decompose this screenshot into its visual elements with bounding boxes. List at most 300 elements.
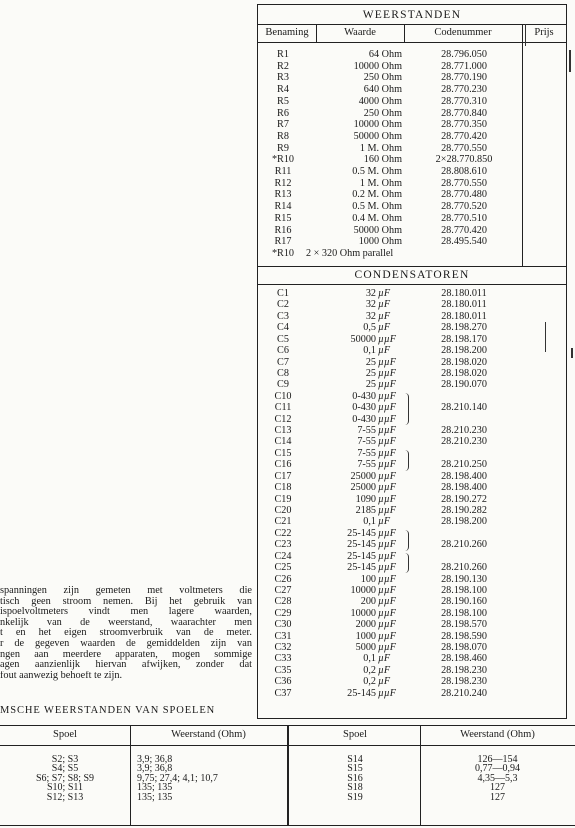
coil-header-weerstand-left: Weerstand (Ohm) xyxy=(171,729,246,740)
resistor-name: R9 xyxy=(277,142,289,154)
capacitor-name: C20 xyxy=(274,504,292,516)
capacitor-name: C6 xyxy=(277,345,289,357)
capacitor-unit: µF xyxy=(378,664,391,676)
resistor-row xyxy=(258,49,566,60)
coil-spoel: S4; S5 xyxy=(51,763,79,775)
component-table xyxy=(257,4,567,719)
capacitor-code: 28.198.570 xyxy=(441,619,487,631)
capacitor-unit: µµF xyxy=(378,687,396,699)
capacitor-unit: µµF xyxy=(378,367,396,379)
capacitor-code: 28.190.130 xyxy=(441,573,487,585)
capacitor-unit: µµF xyxy=(378,333,396,345)
capacitor-unit: µµF xyxy=(378,562,396,574)
capacitor-unit: µµF xyxy=(378,425,396,437)
capacitor-code: 28.198.020 xyxy=(441,367,487,379)
resistor-footnote-row xyxy=(258,248,566,259)
resistor-value: 1 M. Ohm xyxy=(359,142,402,154)
capacitor-code: 28.198.400 xyxy=(441,470,487,482)
capacitor-name: C32 xyxy=(274,642,292,654)
capacitor-name: C10 xyxy=(274,390,292,402)
resistor-code: 28.770.310 xyxy=(441,95,487,107)
coil-spoel: S16 xyxy=(347,772,363,784)
capacitor-unit: µF xyxy=(378,345,391,357)
resistor-value: 1 M. Ohm xyxy=(359,177,402,189)
group-brace xyxy=(405,450,409,471)
resistor-value: 50000 Ohm xyxy=(353,224,402,236)
weerstanden-title: WEERSTANDEN xyxy=(362,9,462,21)
capacitor-value: 200 xyxy=(360,596,376,608)
capacitor-code: 28.198.230 xyxy=(441,664,487,676)
coil-spoel: S12; S13 xyxy=(46,791,84,803)
capacitor-code: 28.198.100 xyxy=(441,584,487,596)
capacitor-row xyxy=(258,689,566,700)
capacitor-code: 28.198.020 xyxy=(441,356,487,368)
capacitor-unit: µF xyxy=(378,516,391,528)
capacitor-row xyxy=(258,540,566,551)
group-brace xyxy=(405,393,409,425)
scan-mark xyxy=(569,50,571,72)
coil-weerstand: 127 xyxy=(490,791,505,803)
capacitor-row xyxy=(258,300,566,311)
capacitor-value: 0,1 xyxy=(363,345,376,357)
capacitor-row xyxy=(258,358,566,369)
paragraph-line: tisch geen stroom nemen. Bij het gebruik van xyxy=(0,596,252,607)
capacitor-value: 7-55 xyxy=(357,447,376,459)
capacitor-code: 28.190.070 xyxy=(441,379,487,391)
capacitor-name: C13 xyxy=(274,425,292,437)
resistor-name: R15 xyxy=(274,212,292,224)
resistor-code: 28.770.420 xyxy=(441,130,487,142)
resistor-code: 2×28.770.850 xyxy=(435,154,493,166)
capacitor-value: 25-145 xyxy=(347,527,376,539)
scan-mark xyxy=(545,322,546,352)
capacitor-code: 28.210.260 xyxy=(441,539,487,551)
resistor-name: R13 xyxy=(274,189,292,201)
resistor-name: R11 xyxy=(274,166,292,177)
capacitor-row xyxy=(258,517,566,528)
resistor-value: 50000 Ohm xyxy=(353,130,402,142)
resistor-row xyxy=(258,225,566,236)
resistor-code: 28.770.840 xyxy=(441,107,487,119)
capacitor-value: 25-145 xyxy=(347,687,376,699)
resistor-code: 28.770.520 xyxy=(441,201,487,213)
capacitor-name: C30 xyxy=(274,619,292,631)
capacitor-value: 10000 xyxy=(350,607,376,619)
capacitor-name: C3 xyxy=(277,310,289,322)
capacitor-code: 28.190.272 xyxy=(441,493,487,505)
resistor-name: R2 xyxy=(277,60,289,72)
capacitor-name: C1 xyxy=(277,288,289,299)
resistor-code: 28.770.350 xyxy=(441,119,487,131)
resistor-value: 10000 Ohm xyxy=(353,119,402,131)
capacitor-code: 28.190.160 xyxy=(441,596,487,608)
capacitor-row xyxy=(258,620,566,631)
resistor-value: 0.5 M. Ohm xyxy=(352,201,402,213)
capacitor-code: 28.210.230 xyxy=(441,436,487,448)
resistor-row xyxy=(258,131,566,142)
capacitor-code: 28.198.200 xyxy=(441,516,487,528)
capacitor-name: C24 xyxy=(274,550,292,562)
capacitor-value: 25 xyxy=(365,356,376,368)
capacitor-name: C31 xyxy=(274,630,292,642)
capacitor-name: C35 xyxy=(274,664,292,676)
resistor-value: 0.5 M. Ohm xyxy=(352,166,402,177)
capacitor-value: 0-430 xyxy=(352,390,376,402)
capacitor-row xyxy=(258,563,566,574)
capacitor-value: 0,1 xyxy=(363,653,376,665)
resistor-name: R5 xyxy=(277,95,289,107)
resistor-value: 250 Ohm xyxy=(363,107,402,119)
capacitor-row xyxy=(258,643,566,654)
coil-weerstand: 127 xyxy=(490,782,505,794)
coil-weerstand: 3,9; 36,8 xyxy=(137,763,173,775)
capacitor-value: 32 xyxy=(365,288,376,299)
capacitor-code: 28.198.170 xyxy=(441,333,487,345)
header-prijs: Prijs xyxy=(534,27,554,38)
resistor-value: 160 Ohm xyxy=(363,154,402,166)
resistor-value: 0.4 M. Ohm xyxy=(352,212,402,224)
paragraph-line: nkelijk van de weerstand, waarachter men xyxy=(0,617,252,628)
capacitor-value: 25-145 xyxy=(347,562,376,574)
capacitor-row xyxy=(258,586,566,597)
capacitor-name: C21 xyxy=(274,516,292,528)
resistor-row xyxy=(258,201,566,212)
capacitor-row xyxy=(258,312,566,323)
paragraph-line: fout aanwezig behoeft te zijn. xyxy=(0,670,123,681)
capacitor-unit: µµF xyxy=(378,493,396,505)
resistor-code: 28.808.610 xyxy=(441,166,487,177)
capacitor-code: 28.210.250 xyxy=(441,459,487,471)
capacitor-value: 5000 xyxy=(355,642,376,654)
resistor-code: 28.770.420 xyxy=(441,224,487,236)
capacitor-name: C4 xyxy=(277,322,289,334)
capacitor-unit: µµF xyxy=(378,550,396,562)
coil-header-spoel-left: Spoel xyxy=(53,729,77,740)
header-benaming: Benaming xyxy=(265,27,309,38)
paragraph-line: agen aanzienlijk hiervan afwijken, zonder dat xyxy=(0,660,252,671)
capacitor-value: 25 xyxy=(365,367,376,379)
capacitor-unit: µµF xyxy=(378,630,396,642)
capacitor-unit: µµF xyxy=(378,527,396,539)
capacitor-code: 28.210.260 xyxy=(441,562,487,574)
scan-mark xyxy=(525,24,526,46)
capacitor-row xyxy=(258,597,566,608)
capacitor-unit: µµF xyxy=(378,402,396,414)
resistor-name: R12 xyxy=(274,177,292,189)
resistor-name: R8 xyxy=(277,130,289,142)
capacitor-row xyxy=(258,609,566,620)
capacitor-value: 50000 xyxy=(350,333,376,345)
capacitor-value: 0,1 xyxy=(363,516,376,528)
resistor-value: 1000 Ohm xyxy=(358,236,402,248)
capacitor-name: C11 xyxy=(274,402,292,414)
capacitor-row xyxy=(258,632,566,643)
coil-header-spoel-right: Spoel xyxy=(343,729,367,740)
resistor-code: 28.770.550 xyxy=(441,142,487,154)
coil-weerstand: 9,75; 27,4; 4,1; 10,7 xyxy=(137,772,218,784)
resistor-name: R17 xyxy=(274,236,292,248)
capacitor-code: 28.198.070 xyxy=(441,642,487,654)
scan-mark xyxy=(571,348,573,358)
capacitor-code: 28.210.240 xyxy=(441,687,487,699)
capacitor-name: C14 xyxy=(274,436,292,448)
capacitor-unit: µF xyxy=(378,299,391,311)
capacitor-value: 7-55 xyxy=(357,436,376,448)
capacitor-value: 7-55 xyxy=(357,425,376,437)
capacitor-row xyxy=(258,529,566,540)
resistor-name: *R10 xyxy=(271,154,295,166)
resistor-name: R4 xyxy=(277,84,289,96)
condensatoren-title: CONDENSATOREN xyxy=(354,269,470,281)
resistor-value: 640 Ohm xyxy=(363,84,402,96)
resistor-code: 28.770.190 xyxy=(441,72,487,84)
capacitor-unit: µF xyxy=(378,653,391,665)
resistor-name: *R10 xyxy=(271,247,295,259)
capacitor-name: C22 xyxy=(274,527,292,539)
capacitor-value: 2000 xyxy=(355,619,376,631)
capacitor-value: 100 xyxy=(360,573,376,585)
capacitor-value: 0,2 xyxy=(363,676,376,688)
capacitor-row xyxy=(258,460,566,471)
capacitor-unit: µµF xyxy=(378,642,396,654)
resistor-value: 250 Ohm xyxy=(363,72,402,84)
capacitor-name: C36 xyxy=(274,676,292,688)
capacitor-code: 28.210.140 xyxy=(441,402,487,414)
coil-spoel: S2; S3 xyxy=(51,754,79,765)
resistor-name: R16 xyxy=(274,224,292,236)
resistor-name: R14 xyxy=(274,201,292,213)
coil-spoel: S18 xyxy=(347,782,363,794)
section-rule xyxy=(258,284,566,285)
capacitor-unit: µµF xyxy=(378,390,396,402)
group-brace xyxy=(405,530,409,551)
capacitor-value: 0-430 xyxy=(352,402,376,414)
capacitor-name: C27 xyxy=(274,584,292,596)
capacitor-row xyxy=(258,449,566,460)
capacitor-unit: µF xyxy=(378,676,391,688)
capacitor-value: 25-145 xyxy=(347,550,376,562)
resistor-value: 10000 Ohm xyxy=(353,60,402,72)
capacitor-value: 10000 xyxy=(350,584,376,596)
capacitor-unit: µF xyxy=(378,288,391,299)
capacitor-name: C16 xyxy=(274,459,292,471)
capacitor-value: 32 xyxy=(365,310,376,322)
coil-weerstand: 3,9; 36,8 xyxy=(137,754,173,765)
capacitor-unit: µµF xyxy=(378,482,396,494)
capacitor-name: C18 xyxy=(274,482,292,494)
capacitor-value: 1000 xyxy=(355,630,376,642)
capacitor-row xyxy=(258,415,566,426)
resistor-row xyxy=(258,119,566,130)
capacitor-row xyxy=(258,654,566,665)
col-divider xyxy=(404,24,405,42)
capacitor-unit: µµF xyxy=(378,470,396,482)
capacitor-unit: µµF xyxy=(378,379,396,391)
capacitor-code: 28.198.100 xyxy=(441,607,487,619)
capacitor-name: C23 xyxy=(274,539,292,551)
capacitor-unit: µF xyxy=(378,322,391,334)
capacitor-value: 0-430 xyxy=(352,413,376,425)
resistor-row xyxy=(258,189,566,200)
capacitor-value: 25 xyxy=(365,379,376,391)
coil-weerstand: 4,35—5,3 xyxy=(477,772,518,784)
capacitor-name: C15 xyxy=(274,447,292,459)
paragraph-line: ispoelvoltmeters vindt men lagere waarden, xyxy=(0,607,252,618)
resistor-row xyxy=(258,236,566,247)
capacitor-name: C5 xyxy=(277,333,289,345)
capacitor-name: C7 xyxy=(277,356,289,368)
resistor-row xyxy=(258,108,566,119)
capacitor-name: C19 xyxy=(274,493,292,505)
resistor-code: 28.770.550 xyxy=(441,177,487,189)
coil-spoel: S10; S11 xyxy=(46,782,84,794)
capacitor-code: 28.198.200 xyxy=(441,345,487,357)
capacitor-name: C33 xyxy=(274,653,292,665)
capacitor-value: 7-55 xyxy=(357,459,376,471)
coil-spoel: S15 xyxy=(347,763,363,775)
resistor-row xyxy=(258,178,566,189)
resistor-code: 28.796.050 xyxy=(441,49,487,60)
resistor-row xyxy=(258,84,566,95)
coil-weerstand: 135; 135 xyxy=(137,791,173,803)
header-waarde: Waarde xyxy=(344,27,376,38)
capacitor-row xyxy=(258,495,566,506)
capacitor-row xyxy=(258,335,566,346)
resistor-row xyxy=(258,72,566,83)
capacitor-code: 28.180.011 xyxy=(441,299,487,311)
capacitor-row xyxy=(258,575,566,586)
resistor-value: 64 Ohm xyxy=(368,49,402,60)
capacitor-name: C28 xyxy=(274,596,292,608)
resistor-name: R3 xyxy=(277,72,289,84)
capacitor-value: 0,5 xyxy=(363,322,376,334)
capacitor-unit: µµF xyxy=(378,447,396,459)
title-rule xyxy=(258,24,566,25)
capacitor-name: C25 xyxy=(274,562,292,574)
capacitor-row xyxy=(258,392,566,403)
capacitor-row xyxy=(258,369,566,380)
paragraph-line: r de gegeven waarden de gemiddelden zijn van xyxy=(0,638,252,649)
capacitor-unit: µµF xyxy=(378,459,396,471)
resistor-row xyxy=(258,166,566,177)
resistor-row xyxy=(258,154,566,165)
coil-spoel: S6; S7; S8; S9 xyxy=(35,772,95,784)
header-codenummer: Codenummer xyxy=(434,27,492,38)
capacitor-code: 28.180.011 xyxy=(441,310,487,322)
coil-weerstand: 0,77—0,94 xyxy=(475,763,520,775)
capacitor-code: 28.210.230 xyxy=(441,425,487,437)
capacitor-name: C12 xyxy=(274,413,292,425)
coil-divider-center xyxy=(287,725,289,825)
resistor-code: 28.495.540 xyxy=(441,236,487,248)
capacitor-row xyxy=(258,677,566,688)
capacitor-value: 25000 xyxy=(350,470,376,482)
resistor-value: 4000 Ohm xyxy=(358,95,402,107)
paragraph-line: t en het eigen stroomverbruik van de meter. xyxy=(0,628,252,639)
capacitor-value: 25-145 xyxy=(347,539,376,551)
capacitor-unit: µµF xyxy=(378,539,396,551)
capacitor-row xyxy=(258,380,566,391)
resistor-code: 28.770.480 xyxy=(441,189,487,201)
capacitor-name: C37 xyxy=(274,687,292,699)
capacitor-code: 28.180.011 xyxy=(441,288,487,299)
capacitor-row xyxy=(258,403,566,414)
resistor-name: R7 xyxy=(277,119,289,131)
capacitor-code: 28.198.230 xyxy=(441,676,487,688)
capacitor-row xyxy=(258,506,566,517)
capacitor-name: C26 xyxy=(274,573,292,585)
resistor-row xyxy=(258,143,566,154)
resistor-row xyxy=(258,96,566,107)
paragraph-line: spanningen zijn gemeten met voltmeters die xyxy=(0,586,252,596)
resistor-value: 0.2 M. Ohm xyxy=(352,189,402,201)
capacitor-row xyxy=(258,552,566,563)
capacitor-name: C2 xyxy=(277,299,289,311)
capacitor-unit: µµF xyxy=(378,413,396,425)
coil-spoel: S19 xyxy=(347,791,363,803)
capacitor-unit: µµF xyxy=(378,607,396,619)
coil-header-weerstand-right: Weerstand (Ohm) xyxy=(460,729,535,740)
capacitor-unit: µµF xyxy=(378,584,396,596)
capacitor-value: 1090 xyxy=(355,493,376,505)
capacitor-unit: µµF xyxy=(378,596,396,608)
capacitor-value: 2185 xyxy=(355,504,376,516)
capacitor-unit: µµF xyxy=(378,504,396,516)
resistor-code: 28.770.510 xyxy=(441,212,487,224)
capacitor-row xyxy=(258,483,566,494)
capacitor-code: 28.198.400 xyxy=(441,482,487,494)
capacitor-unit: µµF xyxy=(378,573,396,585)
resistor-name: R1 xyxy=(277,49,289,60)
paragraph-line: ngen aan meerdere apparaten, mogen sommige xyxy=(0,649,252,660)
resistor-row xyxy=(258,61,566,72)
coil-bottom-rule xyxy=(0,825,575,826)
header-rule xyxy=(258,42,566,43)
capacitor-row xyxy=(258,289,566,300)
capacitor-code: 28.198.590 xyxy=(441,630,487,642)
resistor-row xyxy=(258,213,566,224)
coil-weerstand: 135; 135 xyxy=(137,782,173,794)
capacitor-code: 28.198.460 xyxy=(441,653,487,665)
capacitor-row xyxy=(258,472,566,483)
capacitor-unit: µµF xyxy=(378,619,396,631)
capacitor-value: 32 xyxy=(365,299,376,311)
capacitor-row xyxy=(258,323,566,334)
resistor-code: 28.771.000 xyxy=(441,60,487,72)
capacitor-name: C9 xyxy=(277,379,289,391)
coil-spoel: S14 xyxy=(347,754,363,765)
capacitor-name: C29 xyxy=(274,607,292,619)
capacitor-value: 25000 xyxy=(350,482,376,494)
capacitor-row xyxy=(258,437,566,448)
capacitor-value: 0,2 xyxy=(363,664,376,676)
capacitor-code: 28.198.270 xyxy=(441,322,487,334)
capacitor-row xyxy=(258,666,566,677)
group-brace xyxy=(405,553,409,574)
resistor-footnote: 2 × 320 Ohm parallel xyxy=(306,247,394,259)
capacitor-name: C17 xyxy=(274,470,292,482)
capacitor-code: 28.190.282 xyxy=(441,504,487,516)
resistor-name: R6 xyxy=(277,107,289,119)
capacitor-row xyxy=(258,426,566,437)
capacitor-name: C8 xyxy=(277,367,289,379)
coil-weerstand: 126—154 xyxy=(477,754,518,765)
resistor-code: 28.770.230 xyxy=(441,84,487,96)
coil-resistance-table xyxy=(0,721,575,828)
capacitor-row xyxy=(258,346,566,357)
capacitor-unit: µµF xyxy=(378,356,396,368)
capacitor-unit: µµF xyxy=(378,436,396,448)
